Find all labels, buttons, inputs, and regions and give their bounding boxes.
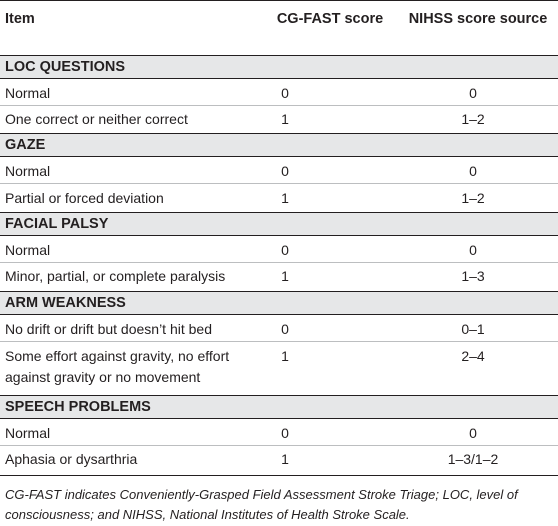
section-facial-palsy	[0, 212, 558, 236]
row-nihss-source: 0	[469, 85, 477, 101]
row-divider	[0, 341, 558, 342]
row-cg-fast-score: 0	[281, 321, 289, 337]
table-footnote	[5, 485, 553, 525]
row-cg-fast-score: 0	[281, 425, 289, 441]
section-title: SPEECH PROBLEMS	[5, 399, 151, 415]
row-nihss-source: 2–4	[461, 348, 485, 364]
row-item: Normal	[5, 163, 51, 179]
row-divider	[0, 445, 558, 446]
header-cg-fast-score: CG-FAST score	[276, 11, 384, 27]
row-divider	[0, 183, 558, 184]
row-item: No drift or drift but doesn’t hit bed	[5, 321, 212, 337]
section-title: LOC QUESTIONS	[5, 59, 126, 75]
section-title: FACIAL PALSY	[5, 216, 109, 232]
section-title: ARM WEAKNESS	[5, 295, 126, 311]
section-speech-problems	[0, 395, 558, 419]
row-cg-fast-score: 1	[281, 268, 289, 284]
header-item: Item	[5, 11, 35, 27]
row-item: Aphasia or dysarthria	[5, 451, 138, 467]
row-item: Some effort against gravity, no effort	[5, 348, 230, 364]
header-nihss-score-source: NIHSS score source	[408, 11, 548, 27]
row-cg-fast-score: 0	[281, 163, 289, 179]
footnote-line-1: CG-FAST indicates Conveniently-Grasped Field Assessment Stroke Triage; LOC, level of	[5, 487, 518, 502]
row-cg-fast-score: 1	[281, 451, 289, 467]
row-item: One correct or neither correct	[5, 111, 188, 127]
footnote-line-2: consciousness; and NIHSS, National Institutes of Health Stroke Scale.	[5, 507, 410, 522]
row-nihss-source: 0–1	[461, 321, 485, 337]
row-item: Partial or forced deviation	[5, 190, 164, 206]
row-cg-fast-score: 0	[281, 242, 289, 258]
row-cg-fast-score: 1	[281, 190, 289, 206]
row-item: Normal	[5, 242, 51, 258]
row-nihss-source: 1–3	[461, 268, 485, 284]
row-nihss-source: 1–2	[461, 111, 485, 127]
row-nihss-source: 1–2	[461, 190, 485, 206]
row-item: Minor, partial, or complete paralysis	[5, 268, 226, 284]
section-arm-weakness	[0, 291, 558, 315]
row-divider	[0, 262, 558, 263]
row-cg-fast-score: 0	[281, 85, 289, 101]
row-nihss-source: 0	[469, 163, 477, 179]
row-divider	[0, 105, 558, 106]
row-cg-fast-score: 1	[281, 348, 289, 364]
section-title: GAZE	[5, 137, 46, 153]
row-item: against gravity or no movement	[5, 369, 201, 385]
row-nihss-source: 0	[469, 242, 477, 258]
row-item: Normal	[5, 425, 51, 441]
row-nihss-source: 1–3/1–2	[447, 451, 499, 467]
section-loc-questions	[0, 55, 558, 79]
table-top-rule	[0, 0, 558, 1]
row-item: Normal	[5, 85, 51, 101]
row-cg-fast-score: 1	[281, 111, 289, 127]
row-nihss-source: 0	[469, 425, 477, 441]
table-bottom-rule	[0, 475, 558, 476]
section-gaze	[0, 133, 558, 157]
